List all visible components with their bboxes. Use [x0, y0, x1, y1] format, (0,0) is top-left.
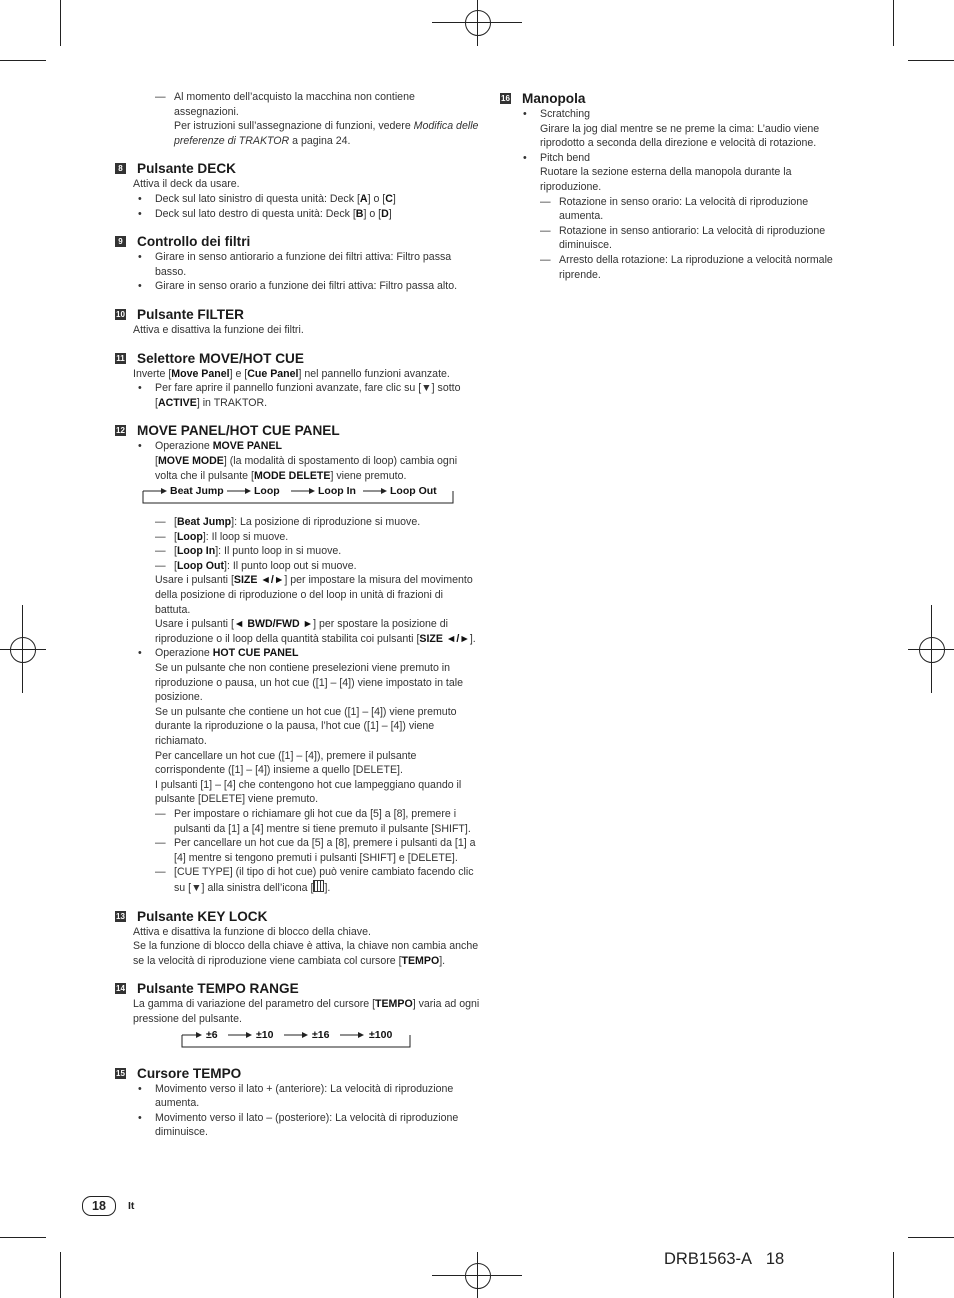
- crop-mark: [60, 0, 61, 46]
- crop-mark: [60, 1252, 61, 1298]
- section-title: Pulsante DECK: [137, 161, 236, 177]
- hotcue-paragraph: Se un pulsante che non contiene preselezioni viene premuto in riproduzione o pausa, un hot cue ([1] – [4]) viene impostato in tale posizione.: [155, 662, 463, 704]
- bullet-item: • Operazione HOT CUE PANEL: [133, 646, 480, 661]
- seq-loop: Loop: [254, 485, 280, 498]
- dash-item: — Arresto della rotazione: La riproduzione a velocità normale riprende.: [540, 253, 850, 282]
- section-tempo-slider: [115, 1065, 480, 1140]
- section-filter-control: [115, 233, 480, 294]
- right-column: [500, 90, 850, 284]
- language-code: It: [128, 1200, 135, 1212]
- registration-mark: [465, 1263, 491, 1289]
- section-heading: [115, 233, 480, 250]
- seq-loop-in: Loop In: [318, 485, 356, 498]
- cue-type-icon: [313, 880, 324, 892]
- section-title: Pulsante KEY LOCK: [137, 908, 268, 924]
- intro-text-page: a pagina 24.: [289, 134, 351, 147]
- section-title: Selettore MOVE/HOT CUE: [137, 350, 304, 366]
- section-jog-dial: [500, 90, 850, 282]
- section-title: Pulsante TEMPO RANGE: [137, 981, 299, 997]
- section-title: Pulsante FILTER: [137, 306, 244, 322]
- bullet-item: • Girare in senso orario a funzione dei filtri attiva: Filtro passa alto.: [133, 279, 480, 294]
- section-title: Controllo dei filtri: [137, 234, 251, 250]
- section-move-hotcue-panel: [115, 422, 480, 895]
- dash-item: — [Beat Jump]: La posizione di riproduzione si muove.: [155, 515, 480, 530]
- crop-mark: [893, 0, 894, 46]
- section-move-hotcue-selector: [115, 350, 480, 411]
- seq-beat-jump: Beat Jump: [170, 485, 224, 498]
- dash-item: — Rotazione in senso orario: La velocità di riproduzione aumenta.: [540, 195, 850, 224]
- section-number: 15: [116, 1068, 125, 1078]
- section-desc: Attiva e disattiva la funzione dei filtri.: [133, 323, 304, 336]
- bwd-fwd-paragraph: Usare i pulsanti [◄ BWD/FWD ►] per spostare la posizione di riproduzione o il loop della quantità stabilita coi pulsanti [SIZE ◄/►].: [155, 618, 476, 645]
- section-number: 10: [116, 309, 125, 319]
- section-desc: Attiva il deck da usare.: [133, 178, 240, 191]
- dash-item: — Per cancellare un hot cue da [5] a [8], premere i pulsanti da [1] a [4] mentre si tengono premuti i pulsanti [SHIFT] e [DELETE].: [155, 836, 480, 865]
- page-number-badge: 18: [82, 1196, 116, 1216]
- bullet-desc: Girare la jog dial mentre se ne preme la cima: L’audio viene riprodotto a seconda della direzione e velocità di rotazione.: [540, 122, 820, 150]
- hotcue-paragraph: Se un pulsante che contiene un hot cue ([1] – [4]) viene premuto durante la riproduzione o la pausa, l’hot cue ([1] – [4]) viene richiamato.: [155, 705, 457, 747]
- crop-mark: [0, 1237, 46, 1238]
- intro-text: Al momento dell’acquisto la macchina non contiene assegnazioni.: [174, 91, 415, 118]
- document-id: DRB1563-A 18: [664, 1250, 785, 1268]
- section-heading: [500, 90, 850, 107]
- dash-item: — Per impostare o richiamare gli hot cue da [5] a [8], premere i pulsanti da [1] a [4] mentre si tiene premuto il pulsante [SHIFT].: [155, 807, 480, 836]
- crop-mark: [908, 1237, 954, 1238]
- section-heading: [115, 908, 480, 925]
- dash-item: — [Loop In]: Il punto loop in si muove.: [155, 544, 480, 559]
- section-number: 12: [116, 426, 125, 436]
- section-heading: [115, 422, 480, 439]
- section-desc: Attiva e disattiva la funzione di blocco della chiave.: [133, 925, 371, 938]
- section-deck-button: [115, 160, 480, 221]
- bullet-item: • Per fare aprire il pannello funzioni avanzate, fare clic su [▼] sotto [ACTIVE] in TRAKTOR.: [133, 381, 480, 410]
- registration-mark: [465, 10, 491, 36]
- section-number: 8: [115, 163, 126, 174]
- section-tempo-range: [115, 980, 480, 1052]
- section-heading: [115, 306, 480, 323]
- seq-loop-out: Loop Out: [390, 485, 437, 498]
- move-mode-sequence: [141, 487, 461, 509]
- registration-mark: [10, 637, 36, 663]
- cross-ref-link[interactable]: Modifica delle preferenze di TRAKTOR: [174, 120, 479, 147]
- intro-note: [155, 90, 480, 148]
- section-number: 11: [116, 353, 125, 363]
- section-title: Cursore TEMPO: [137, 1065, 242, 1081]
- dash-item: — Rotazione in senso antiorario: La velocità di riproduzione diminuisce.: [540, 224, 850, 253]
- bullet-item: • Movimento verso il lato – (posteriore): La velocità di riproduzione diminuisce.: [133, 1111, 480, 1140]
- tempo-range-sequence: [180, 1028, 420, 1053]
- size-paragraph: Usare i pulsanti [SIZE ◄/►] per impostare la misura del movimento della posizione di riproduzione o del loop in unità di frazioni di battuta.: [155, 574, 473, 616]
- bullet-item: • Pitch bend: [518, 151, 850, 166]
- seq-range-100: ±100: [369, 1028, 393, 1041]
- left-column: [115, 90, 480, 1142]
- bullet-item: • Deck sul lato destro di questa unità: Deck [B] o [D]: [133, 207, 480, 222]
- section-heading: [115, 160, 480, 177]
- section-title: Manopola: [522, 91, 586, 106]
- crop-mark: [908, 60, 954, 61]
- section-heading: [115, 1065, 480, 1082]
- seq-range-10: ±10: [256, 1028, 274, 1041]
- section-title: MOVE PANEL/HOT CUE PANEL: [137, 423, 340, 439]
- section-number: 16: [501, 94, 510, 103]
- section-desc: La gamma di variazione del parametro del cursore [TEMPO] varia ad ogni pressione del pulsante.: [133, 998, 480, 1025]
- intro-dash: [155, 90, 480, 148]
- section-desc: Se la funzione di blocco della chiave è attiva, la chiave non cambia anche se la velocità di riproduzione viene cambiata col cursore [TEMPO].: [133, 940, 479, 967]
- section-number: 9: [115, 236, 126, 247]
- crop-mark: [0, 60, 46, 61]
- section-heading: [115, 980, 480, 997]
- dash-item: — [CUE TYPE] (il tipo di hot cue) può venire cambiato facendo clic su [▼] alla sinistra dell’icona [ ].: [155, 865, 480, 895]
- bullet-item: • Movimento verso il lato + (anteriore): La velocità di riproduzione aumenta.: [133, 1082, 480, 1111]
- section-number: 13: [116, 911, 125, 921]
- seq-range-6: ±6: [206, 1028, 218, 1041]
- section-heading: [115, 350, 480, 367]
- seq-range-16: ±16: [312, 1028, 330, 1041]
- section-number: 14: [116, 984, 125, 994]
- bullet-item: • Girare in senso antiorario a funzione dei filtri attiva: Filtro passa basso.: [133, 250, 480, 279]
- bullet-desc: Ruotare la sezione esterna della manopola durante la riproduzione.: [540, 166, 792, 193]
- dash-item: — [Loop]: Il loop si muove.: [155, 530, 480, 545]
- dash-item: — [Loop Out]: Il punto loop out si muove.: [155, 559, 480, 574]
- crop-mark: [893, 1252, 894, 1298]
- bullet-item: • Operazione MOVE PANEL [MOVE MODE] (la modalità di spostamento di loop) cambia ogni volta che il pulsante [MODE DELETE] viene premuto.: [133, 439, 480, 483]
- registration-mark: [919, 637, 945, 663]
- bullet-item: • Scratching: [518, 107, 850, 122]
- hotcue-paragraph: I pulsanti [1] – [4] che contengono hot cue lampeggiano quando il pulsante [DELETE] viene premuto.: [155, 778, 462, 806]
- section-filter-button: [115, 306, 480, 338]
- section-desc: Inverte [Move Panel] e [Cue Panel] nel pannello funzioni avanzate.: [133, 367, 450, 380]
- intro-text-cont: Per istruzioni sull’assegnazione di funzioni, vedere: [174, 120, 414, 133]
- section-key-lock: [115, 908, 480, 969]
- hotcue-paragraph: Per cancellare un hot cue ([1] – [4]), premere il pulsante corrispondente ([1] – [4]) insieme a quello [DELETE].: [155, 749, 417, 777]
- bullet-item: • Deck sul lato sinistro di questa unità: Deck [A] o [C]: [133, 192, 480, 207]
